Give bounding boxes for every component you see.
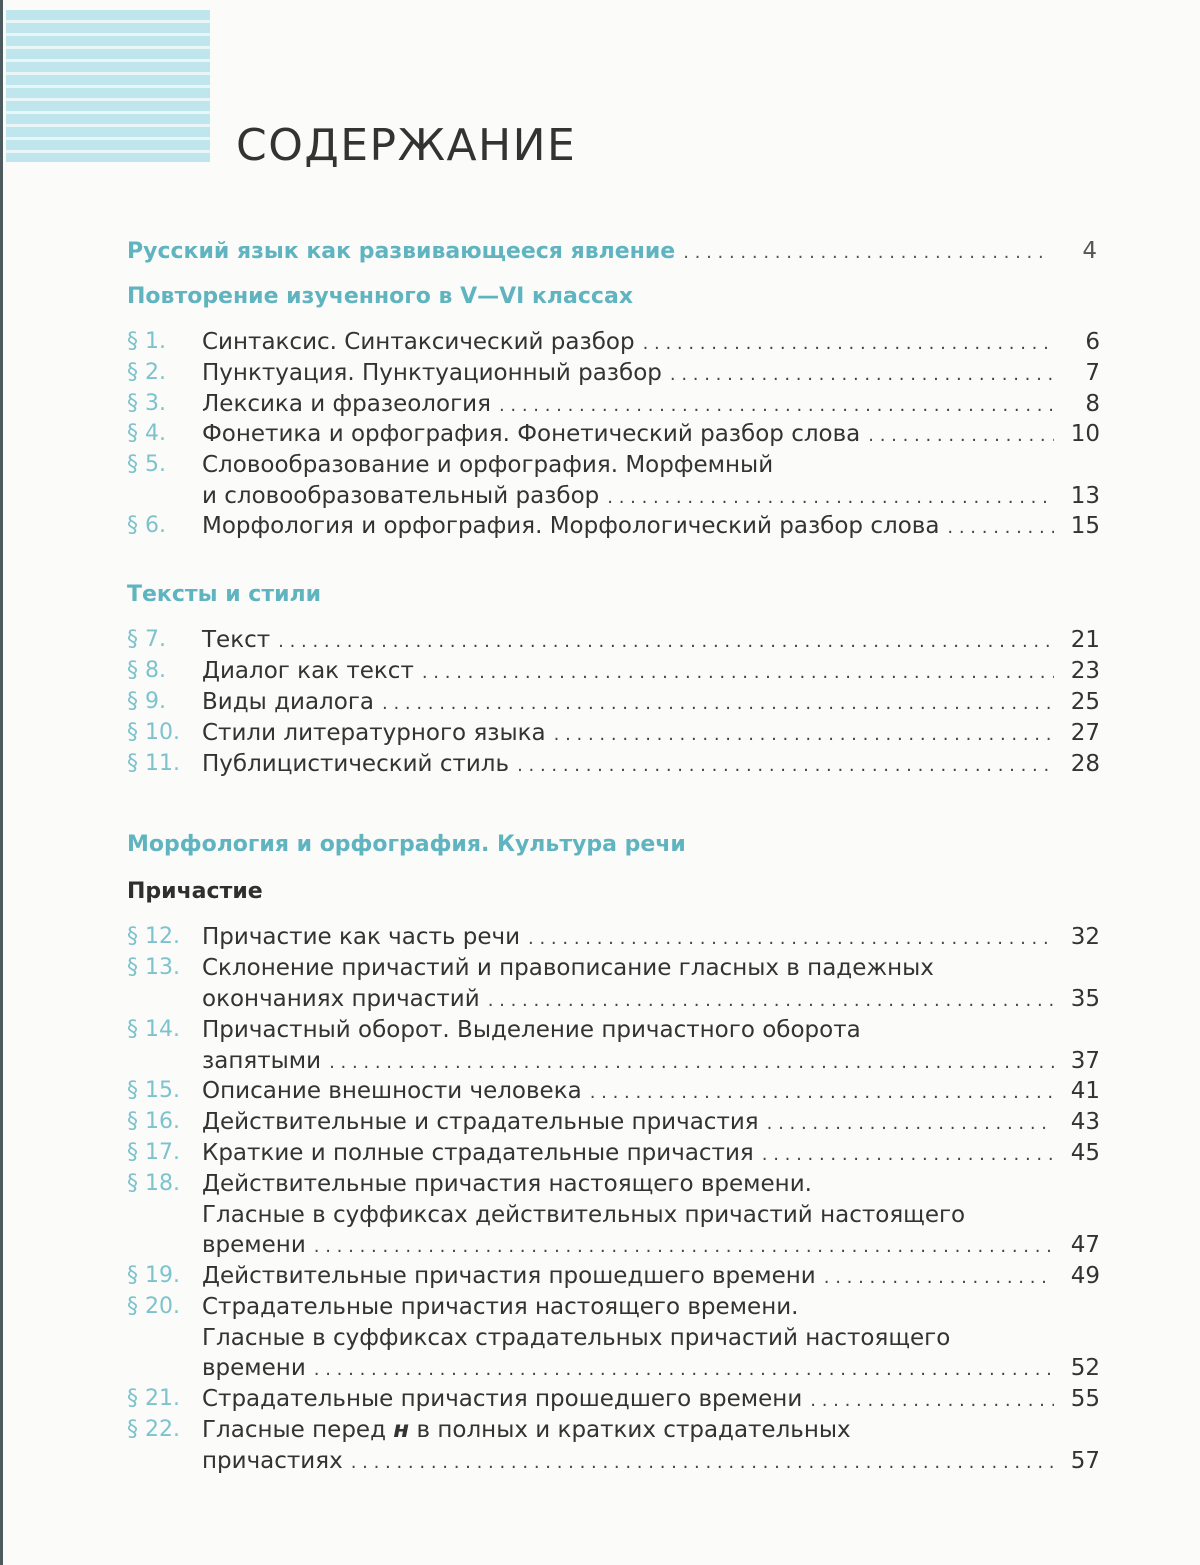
dot-leader [762, 1140, 1054, 1171]
entry-title-continued: запятыми [202, 1047, 322, 1074]
page-number: 27 [1070, 720, 1100, 746]
paragraph-number: § 2. [127, 360, 166, 385]
dot-leader [643, 329, 1054, 360]
entry-title: Действительные и страдательные причастия [202, 1109, 759, 1135]
paragraph-number: § 17. [127, 1140, 180, 1165]
toc-section-morphology [127, 830, 1097, 860]
paragraph-number: § 7. [127, 627, 166, 652]
entry-title: Действительные причастия прошедшего времени [202, 1263, 816, 1289]
entry-title: Стили литературного языка [202, 720, 546, 746]
entry-title: Краткие и полные страдательные причастия [202, 1140, 754, 1166]
dot-leader [382, 689, 1054, 720]
entry-title [202, 1415, 859, 1446]
page-number: 45 [1070, 1140, 1100, 1166]
page-number: 52 [1070, 1355, 1100, 1382]
paragraph-number: § 8. [127, 658, 166, 683]
paragraph-number: § 5. [127, 452, 166, 477]
entry-title-part: в полных и кратких страдательных [416, 1417, 851, 1443]
dot-leader [607, 483, 1054, 514]
entry-title-continued: окончаниях причастий [202, 985, 480, 1012]
entry-title: Пунктуация. Пунктуационный разбор [202, 360, 662, 386]
page-number: 25 [1070, 689, 1100, 715]
entry-title-continued: Гласные в суффиксах страдательных причастий настоящего [202, 1324, 951, 1351]
entry-title-continued: времени [202, 1232, 306, 1259]
entry-title-continued: Гласные в суффиксах действительных причастий настоящего [202, 1201, 966, 1228]
toc-section-texts [127, 580, 1097, 610]
entry-title-continued: времени [202, 1355, 306, 1382]
paragraph-number: § 10. [127, 720, 180, 745]
dot-leader [499, 391, 1054, 422]
page-number: 10 [1070, 421, 1100, 447]
paragraph-number: § 3. [127, 391, 166, 416]
entry-title-continued: причастиях [202, 1447, 343, 1474]
entry-title: Склонение причастий и правописание гласных в падежных [202, 955, 934, 981]
dot-leader [868, 421, 1054, 452]
section-label: Русский язык как развивающееся явление [127, 239, 676, 264]
page-number: 55 [1070, 1386, 1100, 1412]
paragraph-number: § 13. [127, 955, 180, 980]
dot-leader [810, 1386, 1054, 1417]
paragraph-number: § 4. [127, 421, 166, 446]
dot-leader [488, 986, 1054, 1017]
dot-leader [947, 513, 1054, 544]
paragraph-number: § 9. [127, 689, 166, 714]
subsection-label: Причастие [127, 879, 263, 904]
page-number: 32 [1070, 924, 1100, 950]
page-number: 49 [1070, 1263, 1100, 1289]
entry-title: Лексика и фразеология [202, 391, 491, 417]
paragraph-number: § 18. [127, 1171, 180, 1196]
section-label: Тексты и стили [127, 582, 322, 607]
page-number: 4 [1082, 238, 1097, 264]
entry-title: Морфология и орфография. Морфологический разбор слова [202, 513, 940, 539]
entry-title: Действительные причастия настоящего времени. [202, 1171, 812, 1197]
page-number: 37 [1070, 1047, 1100, 1074]
paragraph-number: § 22. [127, 1417, 180, 1442]
entry-title: Диалог как текст [202, 658, 414, 684]
entry-title: Фонетика и орфография. Фонетический разбор слова [202, 421, 861, 447]
entry-title: Виды диалога [202, 689, 374, 715]
paragraph-number: § 20. [127, 1294, 180, 1319]
entry-title: Страдательные причастия настоящего времени. [202, 1294, 799, 1320]
dot-leader [554, 720, 1054, 751]
entry-title: Причастный оборот. Выделение причастного оборота [202, 1017, 861, 1043]
dot-leader [351, 1448, 1054, 1479]
dot-leader [683, 238, 1051, 268]
entry-title: Описание внешности человека [202, 1078, 582, 1104]
page-number: 23 [1070, 658, 1100, 684]
page-number: 41 [1070, 1078, 1100, 1104]
dot-leader [517, 751, 1054, 782]
letter-n: н [393, 1417, 410, 1443]
section-label: Морфология и орфография. Культура речи [127, 832, 686, 857]
page-number: 15 [1070, 513, 1100, 539]
page-number: 57 [1070, 1447, 1100, 1474]
entry-title: Причастие как часть речи [202, 924, 521, 950]
dot-leader [767, 1109, 1054, 1140]
page-number: 28 [1070, 751, 1100, 777]
page-number: 7 [1085, 360, 1100, 386]
page-number: 8 [1085, 391, 1100, 417]
dot-leader [824, 1263, 1054, 1294]
page-number: 47 [1070, 1232, 1100, 1259]
dot-leader [528, 924, 1054, 955]
dot-leader [422, 658, 1054, 689]
dot-leader [278, 627, 1054, 658]
dot-leader [670, 360, 1054, 391]
page-number: 21 [1070, 627, 1100, 653]
paragraph-number: § 6. [127, 513, 166, 538]
paragraph-number: § 16. [127, 1109, 180, 1134]
toc-subsection-participle [127, 877, 263, 907]
page-number: 43 [1070, 1109, 1100, 1135]
entry-title: Публицистический стиль [202, 751, 510, 777]
dot-leader [590, 1078, 1054, 1109]
section-label: Повторение изученного в V—VI классах [127, 284, 634, 309]
dot-leader [329, 1048, 1054, 1079]
entry-title: Текст [202, 627, 271, 653]
entry-title-continued: и словообразовательный разбор [202, 482, 600, 509]
page-number: 35 [1070, 985, 1100, 1012]
page-title: СОДЕРЖАНИЕ [236, 120, 577, 171]
paragraph-number: § 15. [127, 1078, 180, 1103]
paragraph-number: § 14. [127, 1017, 180, 1042]
page-number: 13 [1070, 482, 1100, 509]
entry-title: Синтаксис. Синтаксический разбор [202, 329, 635, 355]
paragraph-number: § 12. [127, 924, 180, 949]
paragraph-number: § 11. [127, 751, 180, 776]
entry-title-part: Гласные перед [202, 1417, 386, 1443]
toc-section-intro[interactable] [127, 236, 1097, 266]
paragraph-number: § 21. [127, 1386, 180, 1411]
toc-section-review [127, 282, 1097, 312]
paragraph-number: § 19. [127, 1263, 180, 1288]
entry-title: Страдательные причастия прошедшего времени [202, 1386, 803, 1412]
entry-title: Словообразование и орфография. Морфемный [202, 452, 774, 478]
paragraph-number: § 1. [127, 329, 166, 354]
page-number: 6 [1085, 329, 1100, 355]
dot-leader [314, 1232, 1054, 1263]
dot-leader [314, 1355, 1054, 1386]
